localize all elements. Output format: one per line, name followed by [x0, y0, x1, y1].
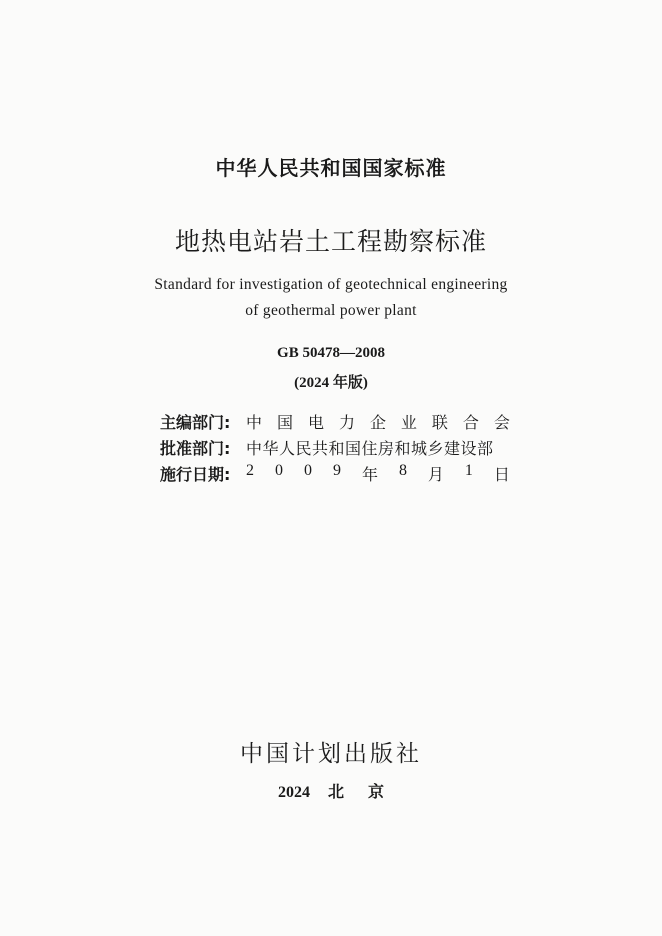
editor-char: 会 [493, 412, 510, 432]
publication-line [0, 779, 662, 802]
publisher-name: 中国计划出版社 [240, 741, 422, 767]
effective-date-label: 施行日期: [160, 464, 231, 484]
date-char: 9 [332, 461, 341, 479]
date-char: 月 [427, 464, 444, 484]
editor-label: 主编部门: [160, 412, 231, 432]
editor-char: 业 [400, 412, 417, 432]
editor-char: 联 [431, 412, 448, 432]
date-char: 日 [493, 464, 510, 484]
approver-row [160, 434, 520, 460]
editor-char: 国 [276, 412, 293, 432]
title-chinese: 地热电站岩土工程勘察标准 [174, 227, 487, 256]
date-char: 2 [246, 461, 254, 479]
approver-value: 中华人民共和国住房和城乡建设部 [246, 438, 494, 458]
editor-char: 合 [462, 412, 479, 432]
metadata-block [160, 408, 520, 486]
approver-label: 批准部门: [160, 438, 231, 458]
date-char: 年 [361, 464, 378, 484]
publication-year: 2024 [277, 784, 310, 801]
editor-value [246, 410, 520, 433]
editor-char: 企 [369, 412, 386, 432]
standard-classification: 中华人民共和国国家标准 [215, 156, 447, 180]
date-char: 0 [303, 461, 312, 479]
effective-date-row [160, 460, 520, 486]
date-char: 8 [398, 461, 407, 479]
date-char: 1 [464, 461, 473, 479]
publication-city: 北京 [327, 782, 408, 801]
standard-code: GB 50478—2008 [277, 345, 385, 361]
effective-date-value [246, 462, 520, 485]
editor-char: 中 [246, 412, 263, 432]
edition-label: (2024 年版) [294, 375, 368, 391]
editor-char: 力 [338, 412, 355, 432]
title-english-line-1: Standard for investigation of geotechnical engineering [154, 276, 508, 293]
date-char: 0 [274, 461, 283, 479]
editor-char: 电 [307, 412, 324, 432]
title-english-line-2: of geothermal power plant [245, 302, 417, 319]
editor-row [160, 408, 520, 434]
